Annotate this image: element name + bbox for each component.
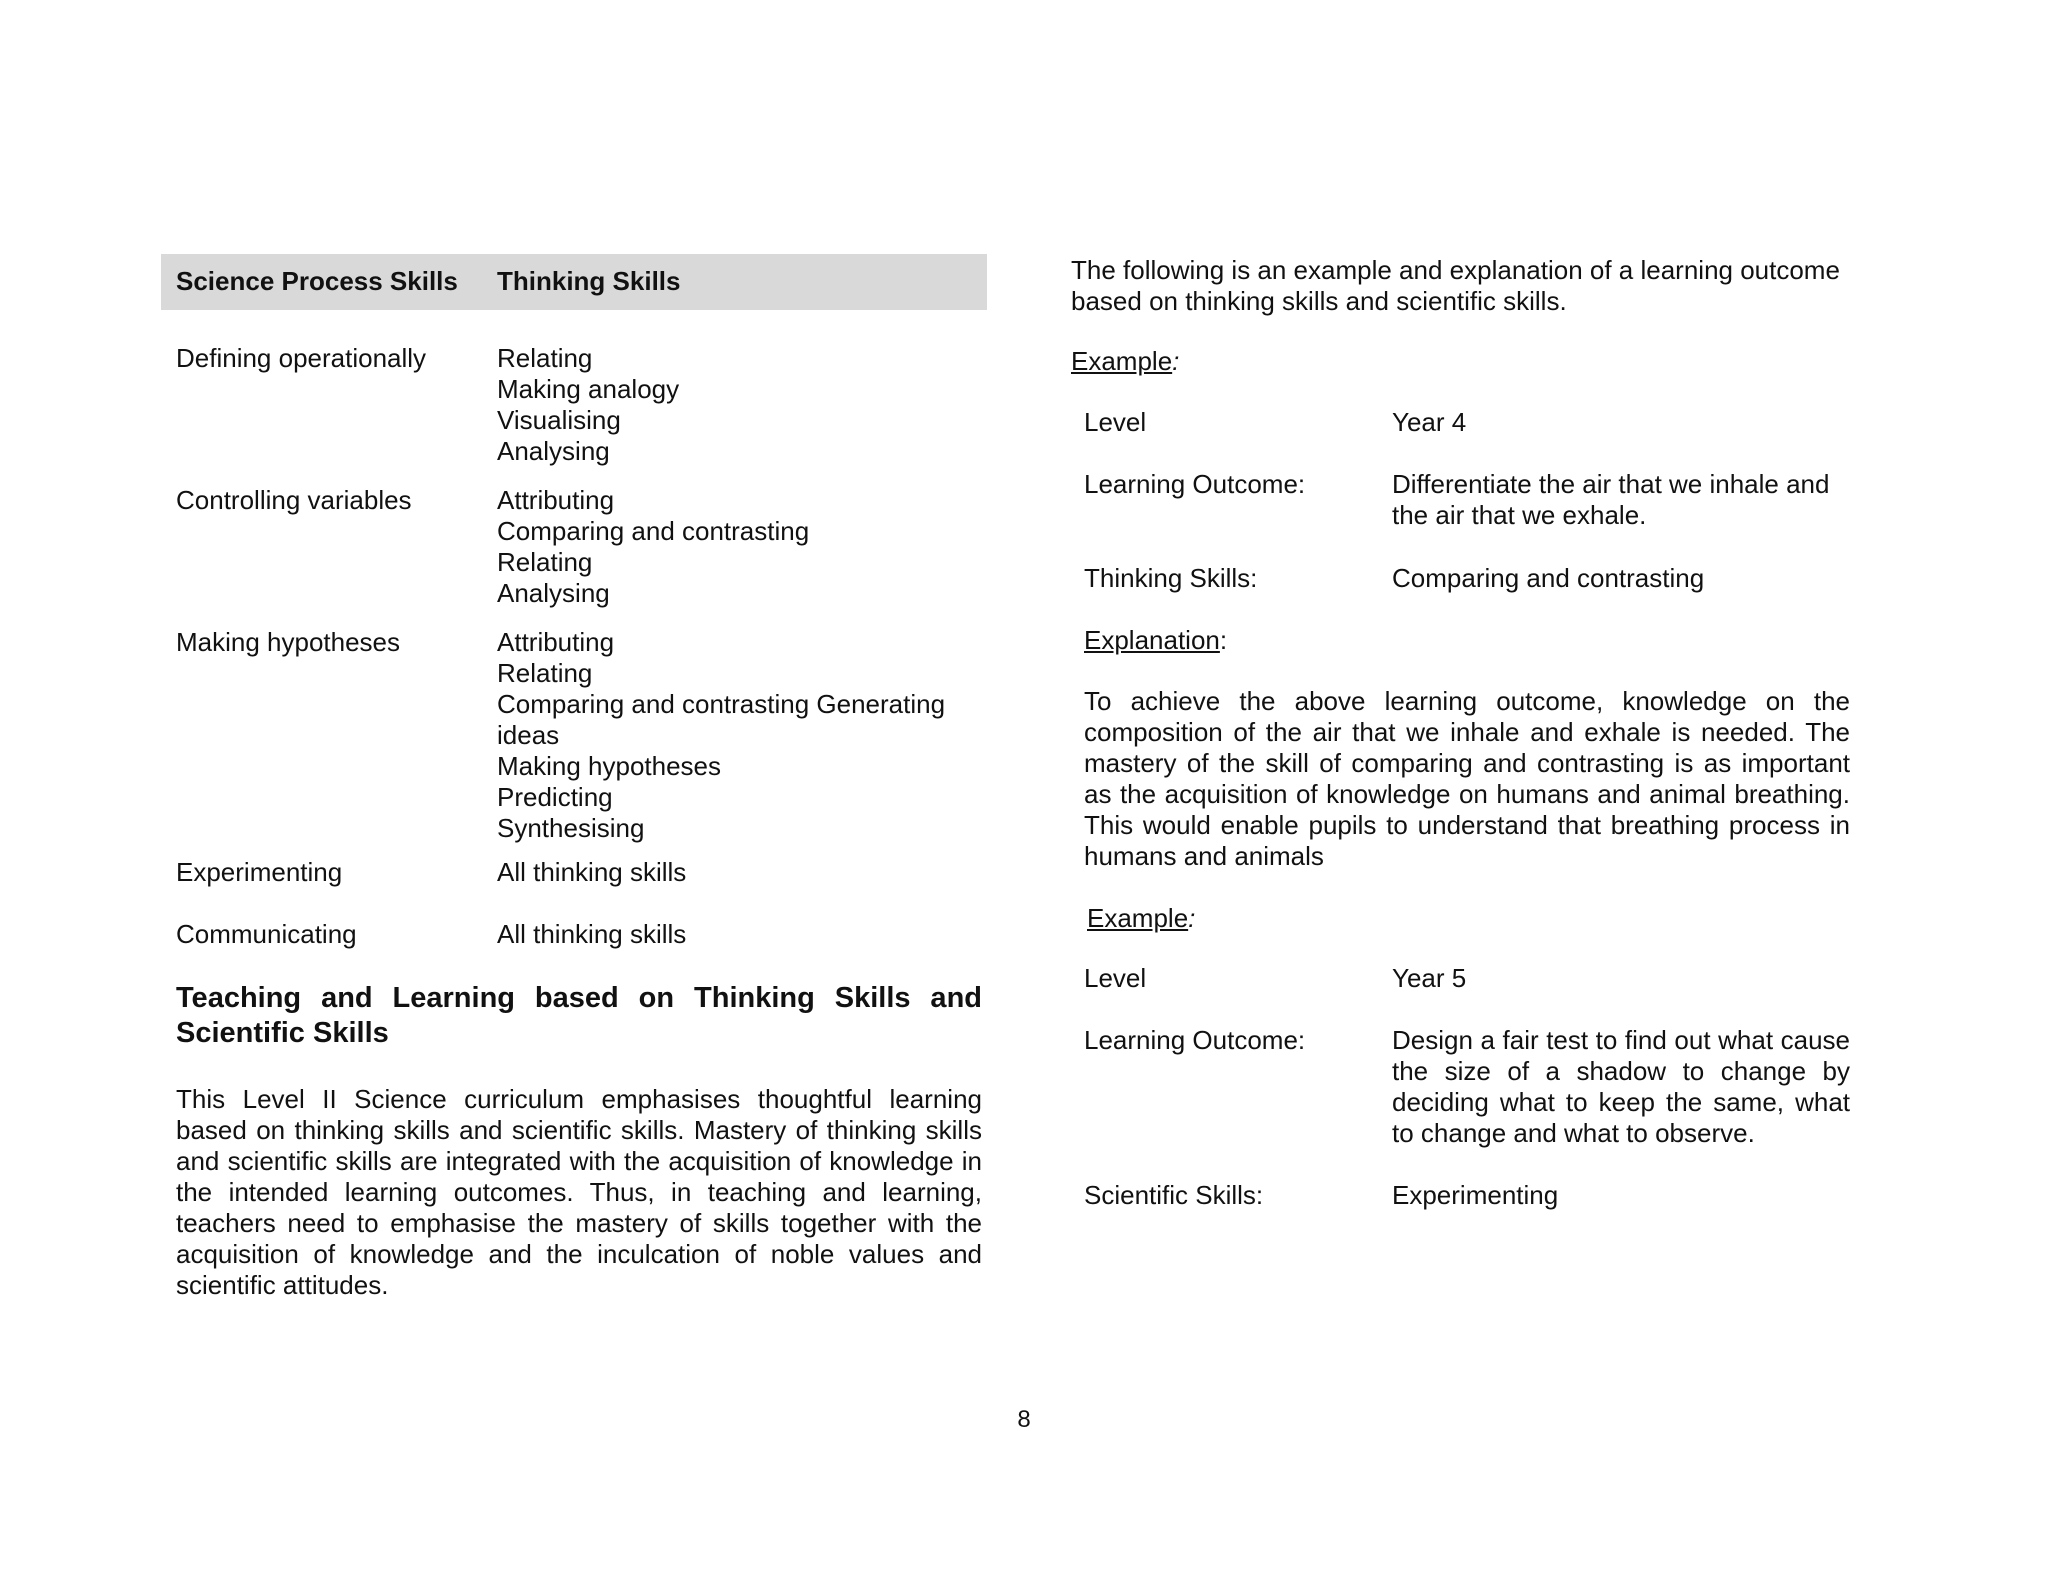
explanation-label: [1084, 625, 1227, 656]
thinking-skill-item: Visualising: [497, 405, 621, 435]
example2-level-key: Level: [1084, 963, 1147, 993]
explanation-label-text: Explanation: [1084, 625, 1220, 655]
example2-skills-value: Experimenting: [1392, 1180, 1559, 1210]
thinking-skills-list: [497, 627, 945, 844]
thinking-skill-item: Attributing: [497, 485, 615, 515]
intro-paragraph: The following is an example and explanation of a learning outcome based on thinking skills and scientific skills.: [1071, 255, 1840, 316]
thinking-skill-item: All thinking skills: [497, 857, 687, 887]
thinking-skills-list: [497, 919, 686, 950]
header-science-process-skills: Science Process Skills: [176, 266, 458, 296]
page-number: 8: [1017, 1406, 1031, 1433]
example1-level-value: Year 4: [1392, 407, 1467, 437]
section-paragraph: This Level II Science curriculum emphasises thoughtful learning based on thinking skills and scientific skills. Mastery of thinking skills and scientific skills are integrated with the acquisition of knowledge in the intended learning outcomes. Thus, in teaching and learning, teachers need to emphasise the mastery of skills together with the acquisition of knowledge and the inculcation of noble values and scientific attitudes.: [176, 1084, 982, 1300]
thinking-skills-list: [497, 343, 679, 467]
example-label-text: Example: [1071, 346, 1173, 376]
example1-outcome-value: Differentiate the air that we inhale and the air that we exhale.: [1392, 469, 1830, 530]
process-skill-controlling-variables: Controlling variables: [176, 485, 412, 515]
thinking-skill-item: Predicting: [497, 782, 613, 812]
thinking-skill-item: ideas: [497, 720, 560, 750]
thinking-skill-item: Making analogy: [497, 374, 680, 404]
example-label-2-colon: :: [1188, 903, 1196, 933]
thinking-skill-item: Comparing and contrasting Generating: [497, 689, 946, 719]
skills-table-header: [161, 254, 987, 310]
process-skill-defining-operationally: Defining operationally: [176, 343, 427, 373]
example1-outcome-key: Learning Outcome:: [1084, 469, 1306, 499]
process-skill-communicating: Communicating: [176, 919, 357, 949]
example-label-2-text: Example: [1087, 903, 1189, 933]
section-heading: Teaching and Learning based on Thinking Skills and Scientific Skills: [176, 982, 982, 1049]
thinking-skill-item: Attributing: [497, 627, 615, 657]
example-label-2: [1087, 903, 1195, 934]
example2-outcome-value: Design a fair test to find out what cause the size of a shadow to change by deciding what to keep the same, what to change and what to observe.: [1392, 1025, 1850, 1148]
example1-skills-value: Comparing and contrasting: [1392, 563, 1705, 593]
example2-skills-key: Scientific Skills:: [1084, 1180, 1264, 1210]
thinking-skill-item: Synthesising: [497, 813, 645, 843]
thinking-skill-item: Relating: [497, 658, 593, 688]
thinking-skill-item: Comparing and contrasting: [497, 516, 810, 546]
example-label-colon: :: [1172, 346, 1180, 376]
explanation-label-colon: :: [1219, 625, 1228, 655]
thinking-skill-item: Analysing: [497, 578, 610, 608]
thinking-skills-list: [497, 857, 686, 888]
example-label: [1071, 346, 1179, 377]
header-thinking-skills: Thinking Skills: [497, 266, 681, 296]
example2-level-value: Year 5: [1392, 963, 1467, 993]
thinking-skill-item: Analysing: [497, 436, 610, 466]
explanation-paragraph: To achieve the above learning outcome, knowledge on the composition of the air that we inhale and exhale is needed. The mastery of the skill of comparing and contrasting is as important as the acquisition of knowledge on humans and animal breathing. This would enable pupils to understand that breathing process in humans and animals: [1084, 686, 1850, 871]
thinking-skill-item: Making hypotheses: [497, 751, 722, 781]
thinking-skill-item: All thinking skills: [497, 919, 687, 949]
example1-level-key: Level: [1084, 407, 1147, 437]
thinking-skill-item: Relating: [497, 343, 593, 373]
example2-outcome-key: Learning Outcome:: [1084, 1025, 1306, 1055]
thinking-skills-list: [497, 485, 809, 609]
process-skill-experimenting: Experimenting: [176, 857, 343, 887]
thinking-skill-item: Relating: [497, 547, 593, 577]
example1-skills-key: Thinking Skills:: [1084, 563, 1258, 593]
process-skill-making-hypotheses: Making hypotheses: [176, 627, 401, 657]
